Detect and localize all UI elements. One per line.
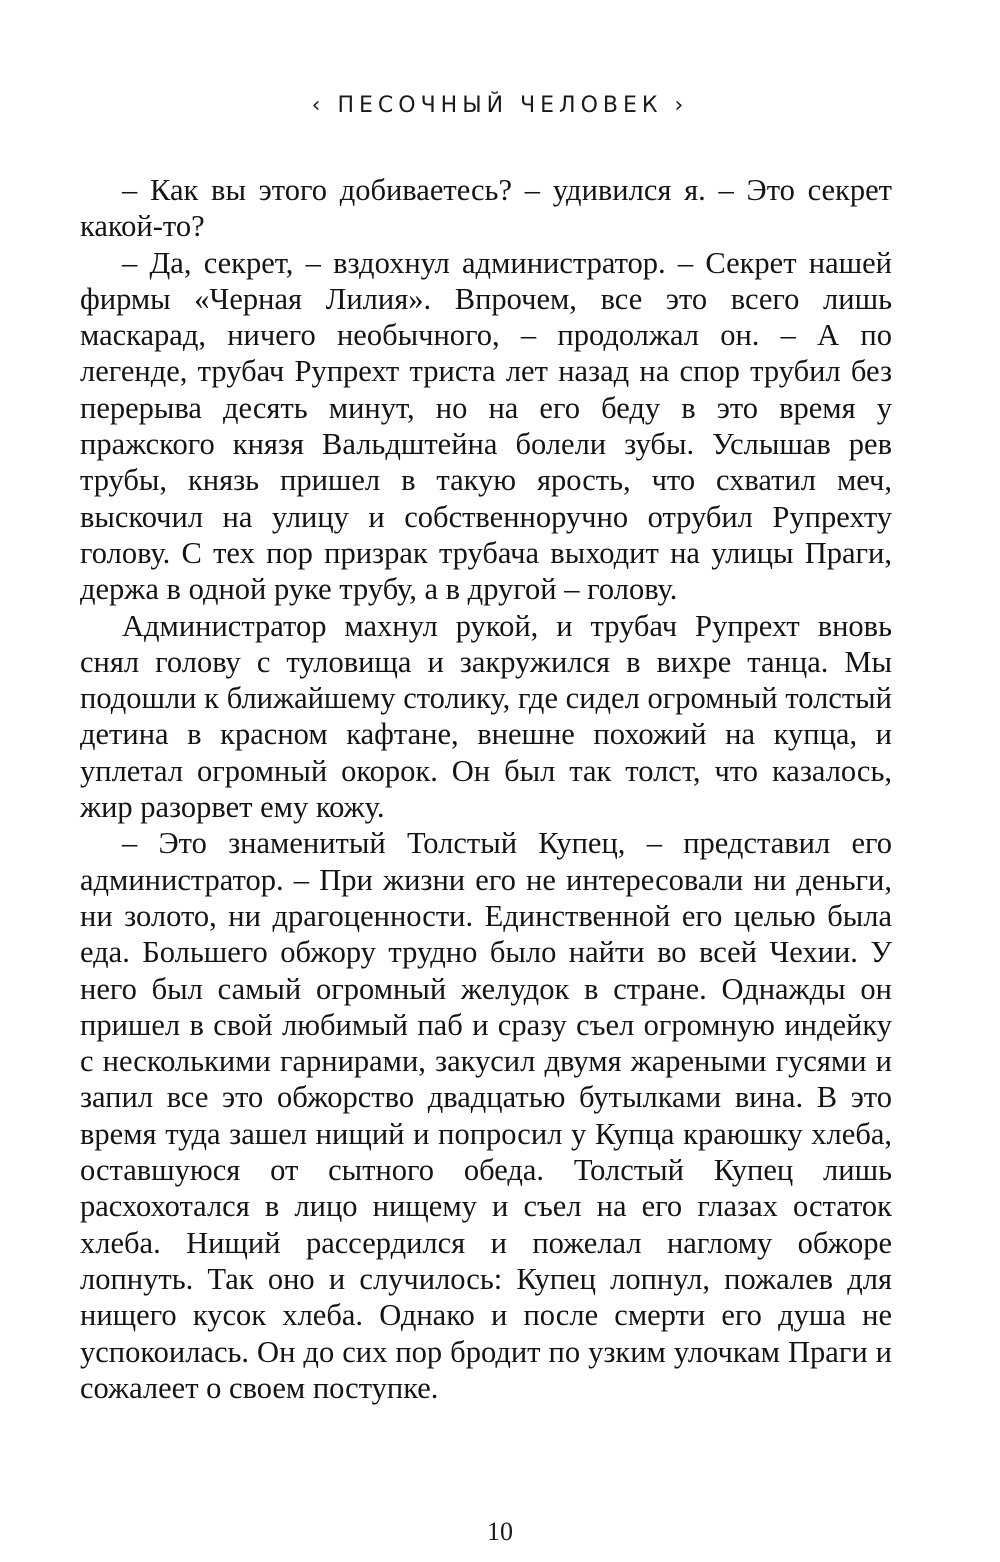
paragraph: Администратор махнул рукой, и трубач Рупрехт вновь снял голову с туловища и закружился в вихре танца. Мы подошли к ближайшему столику, где сидел огромный толстый детина в красном кафтане, внешне похожий на купца, и уплетал огромный окорок. Он был так толст, что казалось, жир разорвет ему кожу. [80,608,892,825]
paragraph: – Да, секрет, – вздохнул администратор. – Секрет нашей фирмы «Черная Лилия». Впрочем, все это всего лишь маскарад, ничего необычного, – продолжал он. – А по легенде, трубач Рупрехт триста лет назад на спор трубил без перерыва десять минут, но на его беду в это время у пражского князя Вальдштейна болели зубы. Услышав рев трубы, князь пришел в такую ярость, что схватил меч, выскочил на улицу и собственноручно отрубил Рупрехту голову. С тех пор призрак трубача выходит на улицы Праги, держа в одной руке трубу, а в другой – голову. [80,245,892,607]
body-text [80,172,892,1406]
page-number: 10 [487,1517,513,1546]
running-head: ‹ ПЕСОЧНЫЙ ЧЕЛОВЕК › [311,93,689,118]
paragraph: – Как вы этого добиваетесь? – удивился я. – Это секрет какой-то? [80,173,892,244]
paragraph: – Это знаменитый Толстый Купец, – представил его администратор. – При жизни его не интересовали ни деньги, ни золото, ни драгоценности. Единственной его целью была еда. Большего обжору трудно было найти во всей Чехии. У него был самый огромный желудок в стране. Однажды он пришел в свой любимый паб и сразу съел огромную индейку с несколькими гарнирами, закусил двумя жареными гусями и запил все это обжорство двадцатью бутылками вина. В это время туда зашел нищий и попросил у Купца краюшку хлеба, оставшуюся от сытного обеда. Толстый Купец лишь расхохотался в лицо нищему и съел на его глазах остаток хлеба. Нищий рассердился и пожелал наглому обжоре лопнуть. Так оно и случилось: Купец лопнул, пожалев для нищего кусок хлеба. Однако и после смерти его душа не успокоилась. Он до сих пор бродит по узким улочкам Праги и сожалеет о своем поступке. [80,826,892,1405]
